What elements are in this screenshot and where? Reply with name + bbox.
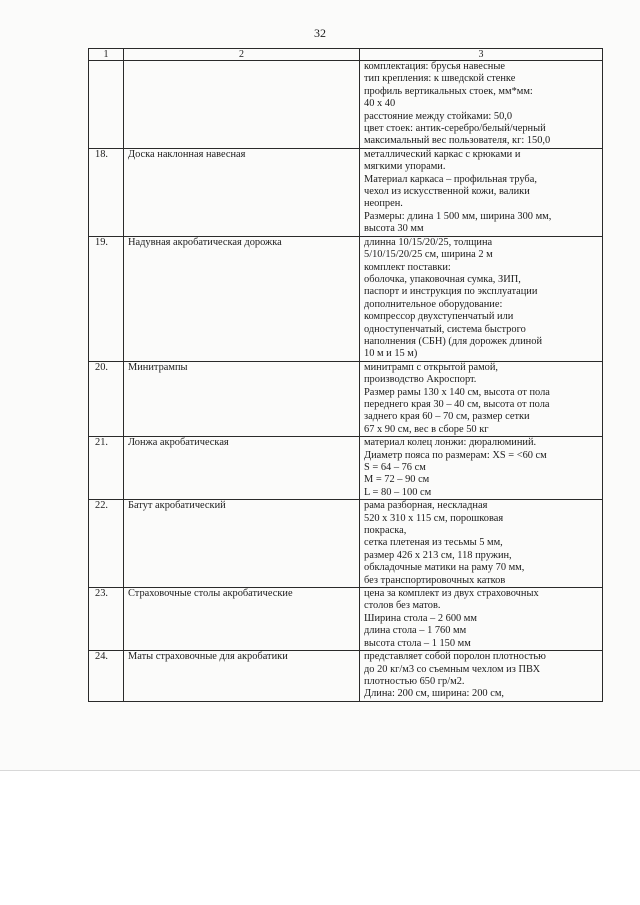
description-line: до 20 кг/м3 со съемным чехлом из ПВХ	[364, 663, 541, 675]
description-line: минитрамп с открытой рамой,	[364, 361, 498, 373]
description-line: Материал каркаса – профильная труба,	[364, 173, 537, 185]
description-line: наполнения (СБН) (для дорожек длиной	[364, 335, 542, 347]
description-line: Ширина стола – 2 600 мм	[364, 612, 477, 624]
table-row	[89, 437, 603, 500]
description-line: одноступенчатый, система быстрого	[364, 323, 526, 335]
description-line: 40 х 40	[364, 98, 396, 110]
item-name: Минитрампы	[124, 361, 360, 436]
description-line: длина стола – 1 760 мм	[364, 625, 467, 637]
description-line: Размер рамы 130 х 140 см, высота от пола	[364, 386, 550, 398]
header-cell-col-1: 1	[89, 49, 124, 61]
header-cell-col-2: 2	[124, 49, 360, 61]
description-line: дополнительное оборудование:	[364, 298, 503, 310]
item-description	[360, 437, 603, 500]
table-row	[89, 148, 603, 236]
item-description	[360, 361, 603, 436]
description-line: M = 72 – 90 см	[364, 474, 430, 486]
description-line: Размеры: длина 1 500 мм, ширина 300 мм,	[364, 210, 552, 222]
description-line: максимальный вес пользователя, кг: 150,0	[364, 135, 551, 147]
row-number: 18.	[89, 148, 124, 236]
row-number: 22.	[89, 500, 124, 588]
table-header-row	[89, 49, 603, 61]
description-line: заднего края 60 – 70 см, размер сетки	[364, 411, 530, 423]
page-number: 32	[314, 26, 326, 40]
description-line: цена за комплект из двух страховочных	[364, 588, 539, 600]
description-line: обкладочные матики на раму 70 мм,	[364, 562, 525, 574]
description-line: металлический каркас с крюками и	[364, 148, 521, 160]
description-line: покраска,	[364, 525, 407, 537]
table-row	[89, 361, 603, 436]
row-number: 21.	[89, 437, 124, 500]
item-description	[360, 651, 603, 702]
equipment-table	[88, 48, 603, 702]
item-name: Лонжа акробатическая	[124, 437, 360, 500]
description-line: компрессор двухступенчатый или	[364, 311, 514, 323]
description-line: Длина: 200 см, ширина: 200 см,	[364, 688, 504, 700]
item-description	[360, 148, 603, 236]
description-line: материал колец лонжи: дюралюминий.	[364, 437, 537, 449]
description-line: размер 426 х 213 см, 118 пружин,	[364, 549, 512, 561]
description-line: столов без матов.	[364, 600, 441, 612]
item-name: Доска наклонная навесная	[124, 148, 360, 236]
description-line: цвет стоек: антик-серебро/белый/черный	[364, 123, 546, 135]
description-line: сетка плетеная из тесьмы 5 мм,	[364, 537, 503, 549]
description-line: Диаметр пояса по размерам: XS = <60 см	[364, 449, 547, 461]
description-line: переднего края 30 – 40 см, высота от пола	[364, 398, 550, 410]
description-line: высота 30 мм	[364, 223, 424, 235]
description-line: 67 х 90 см, вес в сборе 50 кг	[364, 423, 489, 435]
item-name: Маты страховочные для акробатики	[124, 651, 360, 702]
description-line: представляет собой поролон плотностью	[364, 651, 546, 663]
description-line: расстояние между стойками: 50,0	[364, 110, 513, 122]
description-line: комплект поставки:	[364, 261, 451, 273]
description-line: чехол из искусственной кожи, валики	[364, 186, 530, 198]
description-line: комплектация: брусья навесные	[364, 61, 505, 72]
row-number: 23.	[89, 588, 124, 651]
item-name: Батут акробатический	[124, 500, 360, 588]
description-line: длинна 10/15/20/25, толщина	[364, 236, 493, 248]
row-number: 19.	[89, 236, 124, 361]
item-name: Страховочные столы акробатические	[124, 588, 360, 651]
item-name	[124, 61, 360, 149]
row-number	[89, 61, 124, 149]
header-cell-col-3: 3	[360, 49, 603, 61]
description-line: рама разборная, нескладная	[364, 500, 488, 512]
table-row	[89, 236, 603, 361]
description-line: без транспортировочных катков	[364, 574, 506, 586]
description-line: 520 х 310 х 115 см, порошковая	[364, 512, 504, 524]
item-description	[360, 588, 603, 651]
description-line: L = 80 – 100 см	[364, 486, 432, 498]
table-row	[89, 651, 603, 702]
description-line: производство Акроспорт.	[364, 374, 477, 386]
description-line: S = 64 – 76 см	[364, 462, 426, 473]
description-line: неопрен.	[364, 198, 403, 210]
description-line: высота стола – 1 150 мм	[364, 637, 471, 649]
description-line: плотностью 650 гр/м2.	[364, 675, 465, 687]
item-description	[360, 236, 603, 361]
item-name: Надувная акробатическая дорожка	[124, 236, 360, 361]
description-line: оболочка, упаковочная сумка, ЗИП,	[364, 273, 521, 285]
table-row	[89, 500, 603, 588]
description-line: тип крепления: к шведской стенке	[364, 73, 516, 85]
description-line: 10 м и 15 м)	[364, 348, 418, 360]
description-line: паспорт и инструкция по эксплуатации	[364, 286, 538, 298]
item-description	[360, 500, 603, 588]
description-line: профиль вертикальных стоек, мм*мм:	[364, 85, 533, 97]
table-row	[89, 61, 603, 149]
table-row	[89, 588, 603, 651]
description-line: 5/10/15/20/25 см, ширина 2 м	[364, 249, 493, 261]
row-number: 20.	[89, 361, 124, 436]
item-description	[360, 61, 603, 149]
row-number: 24.	[89, 651, 124, 702]
description-line: мягкими упорами.	[364, 161, 446, 173]
